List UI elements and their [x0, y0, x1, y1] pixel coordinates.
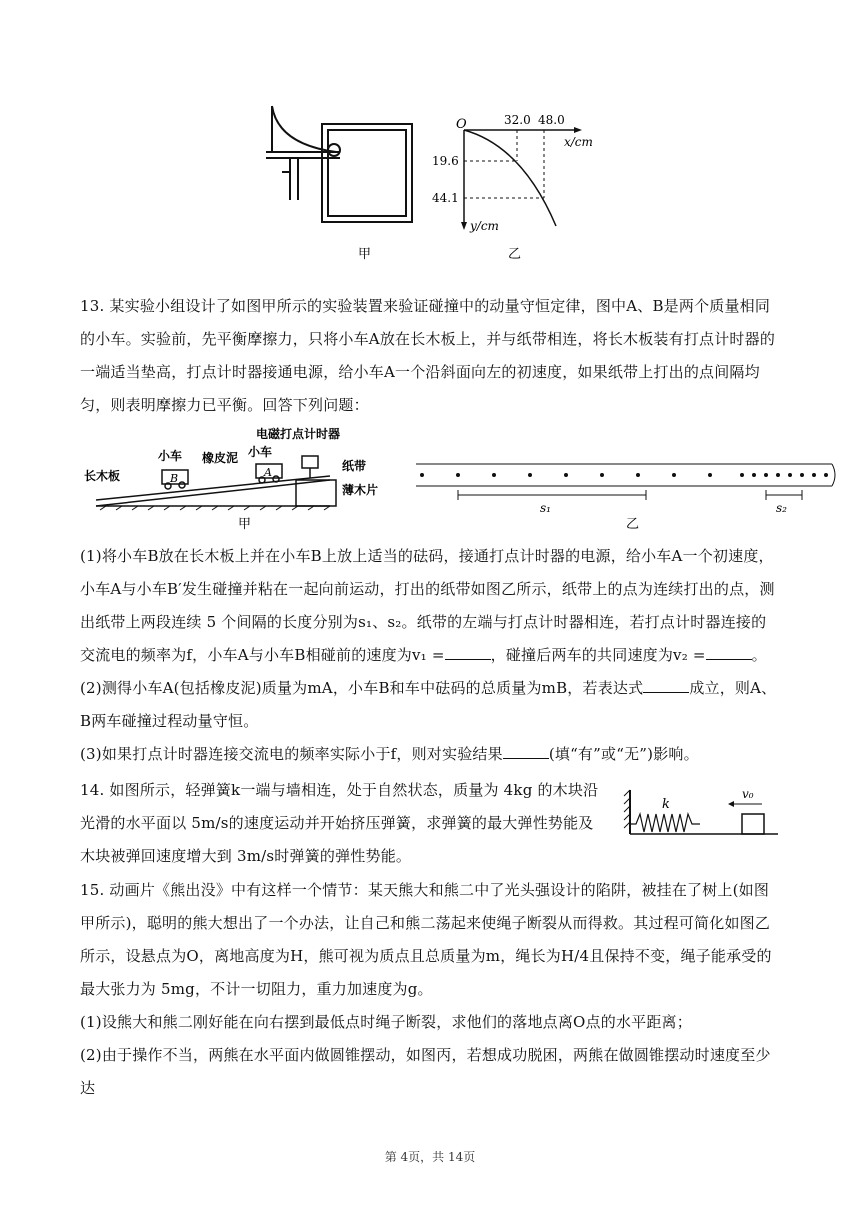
figure-label-yi: 乙: [508, 247, 522, 262]
answer-blank-v1: [445, 645, 491, 660]
label-wood: 薄木片: [342, 483, 379, 497]
spring-figure-svg: [622, 784, 782, 844]
question-14: [80, 774, 600, 873]
collision-label-jia: 甲: [238, 517, 252, 532]
collision-figure-svg: [80, 424, 840, 534]
y-axis-label: y/cm: [470, 219, 499, 233]
page-footer: 第 4页，共 14页: [384, 1150, 476, 1164]
question-15: [80, 874, 780, 1105]
spring-k-label: k: [662, 797, 670, 812]
car-b-label: B: [170, 472, 179, 485]
label-board: 长木板: [84, 469, 121, 483]
y-tick-1: 19.6: [432, 154, 459, 168]
q13-part3-a: (3)如果打点计时器连接交流电的频率实际小于f，则对实验结果: [80, 745, 503, 763]
q13-part2: [80, 672, 780, 738]
answer-blank-expression: [643, 678, 689, 693]
figure-label-jia: 甲: [358, 247, 372, 262]
answer-blank-effect: [503, 744, 549, 759]
collision-figure: [80, 424, 840, 534]
label-timer: 电磁打点计时器: [256, 427, 341, 441]
velocity-v0-label: v₀: [742, 787, 754, 801]
car-a-label: A: [264, 466, 272, 479]
q15-part2: (2)由于操作不当，两熊在水平面内做圆锥摆动，如图丙，若想成功脱困，两熊在做圆锥摆动时速度至少达: [80, 1046, 771, 1097]
question-13-parts: [80, 540, 780, 771]
label-putty: 橡皮泥: [202, 451, 239, 465]
projectile-figure-svg: [260, 100, 600, 270]
spring-figure: [622, 784, 782, 844]
q13-part3: [80, 738, 780, 771]
collision-label-yi: 乙: [626, 517, 640, 532]
q13-part1-b: ，碰撞后两车的共同速度为v₂ =: [490, 646, 706, 664]
q13-part1: [80, 540, 780, 672]
s1-label: s₁: [540, 501, 551, 515]
question-13-intro: [80, 290, 780, 422]
q15-part1: (1)设熊大和熊二刚好能在向右摆到最低点时绳子断裂，求他们的落地点离O点的水平距离；: [80, 1013, 692, 1031]
q13-part2-a: (2)测得小车A(包括橡皮泥)质量为mA，小车B和车中砝码的总质量为mB，若表达式: [80, 679, 644, 697]
q13-part1-a: (1)将小车B放在长木板上并在小车B上放上适当的砝码，接通打点计时器的电源，给小车A一个初速度，小车A与小车B′发生碰撞并粘在一起向前运动，打出的纸带如图乙所示，纸带上的点为连续打出的点，测出纸带上两段连续 5 个间隔的长度分别为s₁、s₂。纸带的左端与打点计时器相连，若打点计时器连接的交流电的频率为f，小车A与小车B相碰前的速度为v₁ =: [80, 547, 775, 664]
y-tick-2: 44.1: [432, 191, 459, 205]
paper-tape: [416, 464, 835, 500]
projectile-figure: [260, 100, 600, 270]
s2-label: s₂: [776, 501, 787, 515]
q13-part3-b: (填“有”或“无”)影响。: [548, 745, 699, 763]
q13-part1-c: 。: [751, 646, 767, 664]
q15-intro: 15. 动画片《熊出没》中有这样一个情节：某天熊大和熊二中了光头强设计的陷阱，被挂在了树上(如图甲所示)，聪明的熊大想出了一个办法，让自己和熊二荡起来使绳子断裂从而得救。其过程可简化如图乙所示，设悬点为O，离地高度为H，熊可视为质点且总质量为m，绳长为H/4且保持不变，绳子能承受的最大张力为 5mg，不计一切阻力，重力加速度为g。: [80, 881, 772, 998]
label-car2: 小车: [248, 445, 273, 459]
graph-origin: O: [456, 117, 467, 132]
apparatus-drawing: [266, 106, 412, 222]
q14-text: 14. 如图所示，轻弹簧k一端与墙相连，处于自然状态，质量为 4kg 的木块沿光滑的水平面以 5m/s的速度运动并开始挤压弹簧，求弹簧的最大弹性势能及木块被弹回速度增大到 3m/s时弹簧的弹性势能。: [80, 781, 599, 865]
x-axis-label: x/cm: [564, 135, 593, 149]
q13-part2-b: 成立，则A、B两车碰撞过程动量守恒。: [80, 679, 777, 730]
label-tape: 纸带: [342, 459, 367, 473]
answer-blank-v2: [706, 645, 752, 660]
x-tick-2: 48.0: [538, 113, 565, 127]
label-car1: 小车: [158, 449, 183, 463]
q13-intro-text: 13. 某实验小组设计了如图甲所示的实验装置来验证碰撞中的动量守恒定律，图中A、B是两个质量相同的小车。实验前，先平衡摩擦力，只将小车A放在长木板上，并与纸带相连，将长木板装有打点计时器的一端适当垫高，打点计时器接通电源，给小车A一个沿斜面向左的初速度，如果纸带上打出的点间隔均匀，则表明摩擦力已平衡。回答下列问题：: [80, 297, 776, 414]
x-tick-1: 32.0: [504, 113, 531, 127]
